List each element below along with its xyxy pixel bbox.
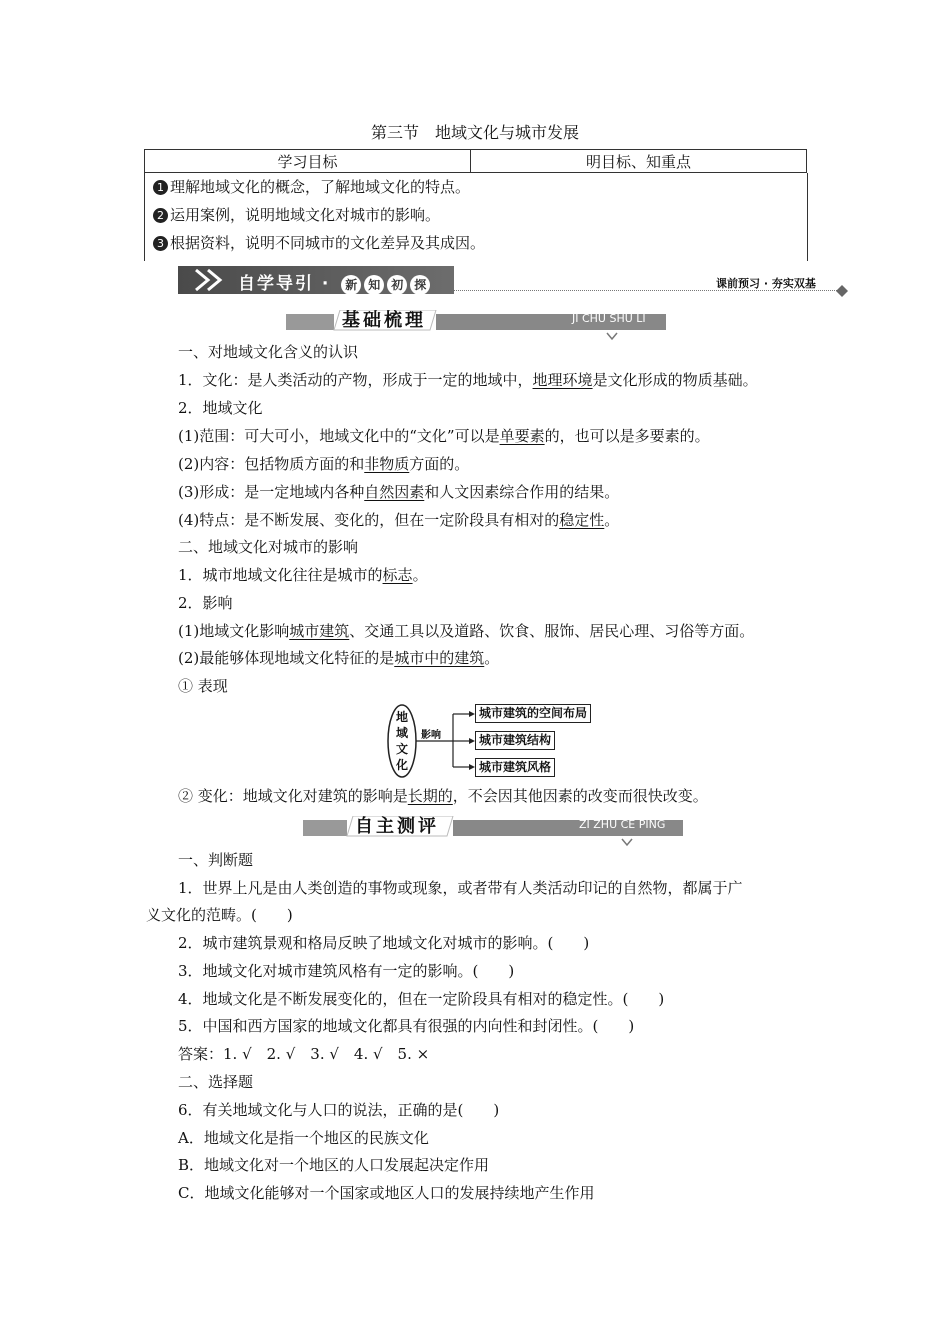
section-pinyin-basics: JI CHU SHU LI [572,312,646,325]
text: (4)特点：是不断发展、变化的，但在一定阶段具有相对的 [178,511,560,529]
section-pinyin-selftest: ZI ZHU CE PING [579,818,666,831]
goal-text: 根据资料，说明不同城市的文化差异及其成因。 [170,234,486,252]
paragraph [178,426,710,446]
goals-table [144,149,807,173]
text: (2)最能够体现地域文化特征的是 [178,649,395,667]
question: 6．有关地域文化与人口的说法，正确的是( ) [178,1101,500,1119]
underlined-answer: 城市建筑 [289,622,350,640]
diagram-center [395,709,409,773]
text: (1)范围：可大可小，地域文化中的“文化”可以是 [178,427,500,445]
banner-dot: · [321,274,331,294]
sub-banner-selftest [303,812,683,838]
paragraph [178,621,754,641]
text: ，不会因其他因素的改变而很快改变。 [452,787,708,805]
paragraph [178,370,758,390]
paragraph [178,510,619,530]
text: (3)形成：是一定地域内各种 [178,483,365,501]
down-chevron-icon [621,838,633,848]
paragraph [178,565,428,585]
diagram-center-char: 文 [395,742,408,756]
heading-1: 一、判断题 [178,851,254,869]
text: 、交通工具以及道路、饮食、服饰、居民心理、习俗等方面。 [349,622,755,640]
paragraph: 2．地域文化 [178,399,263,417]
paragraph [178,786,708,806]
goal-item [153,232,485,253]
diagram-center-char: 化 [395,758,408,772]
page-title: 第三节 地域文化与城市发展 [370,123,579,142]
text: (2)内容：包括物质方面的和 [178,455,365,473]
diagram-center-char: 地 [395,710,408,724]
section-title-selftest: 自主测评 [355,816,439,837]
banner-right-tag: 课前预习 · 夯实双基 [716,277,816,290]
banner-char: 新 [341,275,361,295]
diagram-box: 城市建筑结构 [475,731,555,750]
heading-1: 一、对地域文化含义的认识 [178,343,359,361]
text: 。 [604,511,620,529]
underlined-answer: 城市中的建筑 [394,649,485,667]
banner-main-text: 自学导引 [238,274,314,294]
banner-char: 初 [387,275,407,295]
text: (1)地域文化影响 [178,622,290,640]
underlined-answer: 标志 [382,566,413,584]
goals-header-right: 明目标、知重点 [471,150,807,173]
paragraph: ① 表现 [178,677,228,695]
goal-item [153,176,470,197]
text: 1．城市地域文化往往是城市的 [178,566,383,584]
question: 2．城市建筑景观和格局反映了地域文化对城市的影响。( ) [178,934,590,952]
answer-key: 答案：1. √ 2. √ 3. √ 4. √ 5. × [178,1045,430,1063]
question: 1．世界上凡是由人类创造的事物或现象，或者带有人类活动印记的自然物，都属于广 [178,879,743,897]
goal-number-badge: 1 [153,180,168,195]
text: 方面的。 [409,455,470,473]
diagram-box: 城市建筑风格 [475,758,555,777]
text: 和人文因素综合作用的结果。 [424,483,620,501]
question: 5．中国和西方国家的地域文化都具有很强的内向性和封闭性。( ) [178,1017,635,1035]
underlined-answer: 长期的 [407,787,453,805]
paragraph [178,482,619,502]
goal-item [153,204,440,225]
banner-title [238,269,430,295]
goal-text: 运用案例，说明地域文化对城市的影响。 [170,206,441,224]
banner-char: 知 [364,275,384,295]
section-title-basics: 基础梳理 [342,310,426,331]
option-c: C．地域文化能够对一个国家或地区人口的发展持续地产生作用 [178,1184,595,1202]
diagram-arrow-label: 影响 [421,730,441,741]
text: 。 [412,566,428,584]
text: 1．文化：是人类活动的产物，形成于一定的地域中， [178,371,533,389]
section-banner [178,266,454,294]
underlined-answer: 单要素 [499,427,545,445]
goals-body [144,173,808,261]
banner-char: 探 [410,275,430,295]
diagram-box: 城市建筑的空间布局 [475,704,591,723]
paragraph [178,454,469,474]
text: 的，也可以是多要素的。 [544,427,710,445]
goal-text: 理解地域文化的概念，了解地域文化的特点。 [170,178,471,196]
text: 。 [484,649,500,667]
text: ② 变化：地域文化对建筑的影响是 [178,787,408,805]
option-b: B．地域文化对一个地区的人口发展起决定作用 [178,1156,490,1174]
diamond-icon [836,285,848,297]
underlined-answer: 自然因素 [364,483,425,501]
diagram-center-char: 域 [395,726,408,740]
question: 4．地域文化是不断发展变化的，但在一定阶段具有相对的稳定性。( ) [178,990,665,1008]
goals-header-left: 学习目标 [145,150,471,173]
paragraph: 2．影响 [178,594,233,612]
down-chevron-icon [606,332,618,342]
underlined-answer: 地理环境 [532,371,593,389]
goal-number-badge: 2 [153,208,168,223]
heading-2: 二、地域文化对城市的影响 [178,538,359,556]
question: 3．地域文化对城市建筑风格有一定的影响。( ) [178,962,515,980]
option-a: A．地域文化是指一个地区的民族文化 [178,1129,429,1147]
question-continued: 义文化的范畴。( ) [146,906,293,924]
heading-2: 二、选择题 [178,1073,254,1091]
sub-banner-basics [286,306,666,332]
underlined-answer: 稳定性 [559,511,605,529]
double-chevron-icon [192,268,232,292]
influence-diagram [385,703,615,779]
goal-number-badge: 3 [153,236,168,251]
text: 是文化形成的物质基础。 [592,371,758,389]
underlined-answer: 非物质 [364,455,410,473]
paragraph [178,648,499,668]
